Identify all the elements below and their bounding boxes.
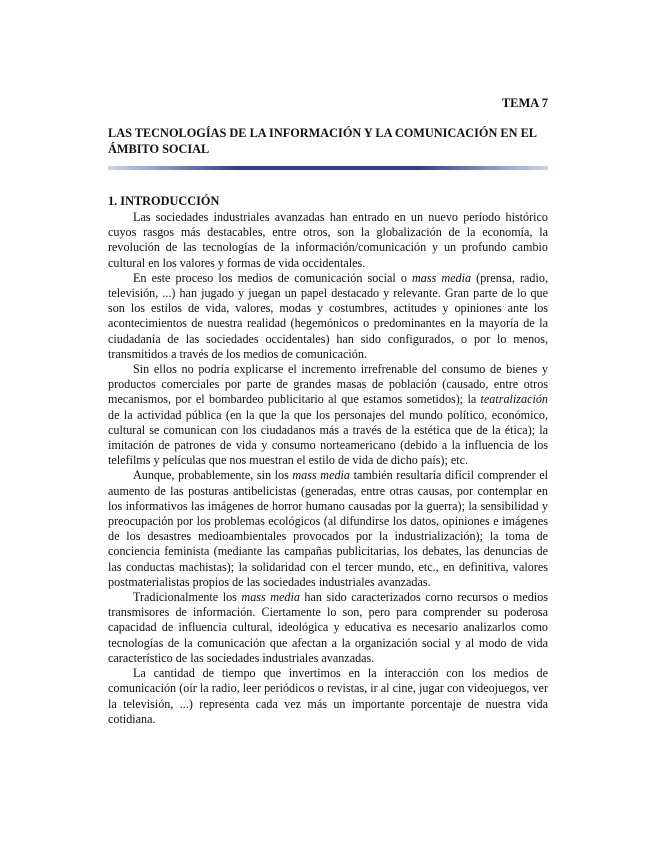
- topic-number: TEMA 7: [501, 96, 548, 110]
- paragraph-1: Las sociedades industriales avanzadas han entrado en un nuevo período histórico cuyos rasgos más destacables, entre otros, son la globalización de la economía, la revolución de las tecnologías de la información/comunicación y un profundo cambio cultural en los valores y formas de vida occidentales.: [108, 210, 548, 270]
- title-divider: [108, 166, 548, 170]
- paragraph-text: de la actividad pública (en la que la que los personajes del mundo político, económico, cultural se comunican con los ciudadanos más a través de la estética que de la ética); la imitación de patrones de vida y consumo norteamericano (debido a la influencia de los telefilms y películas que nos muestran el estilo de vida de dicho país); etc.: [108, 407, 548, 468]
- emphasis-term: mass media: [292, 468, 350, 483]
- section-body: [108, 210, 548, 727]
- paragraph-text: han sido caracterizados corno recursos o medios transmisores de información. Ciertamente lo son, pero para comprender su poderosa capacidad de influencia cultural, ideológica y educativa es necesario analizarlos como tecnologías de la comunicación que afectan a la organización social y al modo de vida característico de las sociedades industriales avanzadas.: [108, 590, 548, 665]
- paragraph-text: Sin ellos no podría explicarse el incremento irrefrenable del consumo de bienes y productos comerciales por parte de grandes masas de población (causado, entre otros mecanismos, por el bombardeo publicitario al que estamos sometidos); la: [108, 362, 548, 407]
- emphasis-term: mass media: [241, 590, 300, 605]
- paragraph-6: La cantidad de tiempo que invertimos en la interacción con los medios de comunicación (oír la radio, leer periódicos o revistas, ir al cine, jugar con videojuegos, ver la televisión, ...) representa cada vez más un importante porcentaje de nuestra vida cotidiana.: [108, 666, 548, 726]
- paragraph-5: [108, 590, 548, 666]
- paragraph-text: (prensa, radio, televisión, ...) han jugado y juegan un papel destacado y relevante. Gran parte de lo que son los estilos de vida, valores, modas y costumbres, actitudes y opiniones ante los acontecimientos de nuestra realidad (hegemónicos o predominantes en la mayoría de la ciudadanía de las sociedades occidentales) han sido configurados, o por lo menos, transmitidos a través de los medios de comunicación.: [108, 270, 548, 361]
- paragraph-4: [108, 468, 548, 590]
- document-title: LAS TECNOLOGÍAS DE LA INFORMACIÓN Y LA COMUNICACIÓN EN EL ÁMBITO SOCIAL: [108, 126, 537, 156]
- paragraph-3: [108, 362, 548, 468]
- paragraph-2: [108, 271, 548, 362]
- section-heading: 1. INTRODUCCIÓN: [108, 194, 220, 208]
- emphasis-term: mass media: [412, 270, 472, 285]
- paragraph-text: también resultaría difícil comprender el aumento de las posturas antibelicistas (generadas, entre otras causas, por contemplar en los informativos las imágenes de horror humano causadas por la guerra); la sensibilidad y preocupación por los problemas ecológicos (al difundirse los datos, opiniones e imágenes de los desastres medioambientales provocados por la industrialización); la toma de conciencia feminista (mediante las campañas publicitarias, los debates, las denuncias de las conductas machistas); la solidaridad con el tercer mundo, etc., en definitiva, valores postmaterialistas propios de las sociedades industriales avanzadas.: [108, 468, 548, 589]
- paragraph-text: En este proceso los medios de comunicación social o: [133, 270, 413, 285]
- paragraph-text: Aunque, probablemente, sin los: [133, 468, 293, 483]
- paragraph-text: Tradicionalmente los: [133, 590, 242, 605]
- emphasis-term: teatralización: [480, 392, 548, 407]
